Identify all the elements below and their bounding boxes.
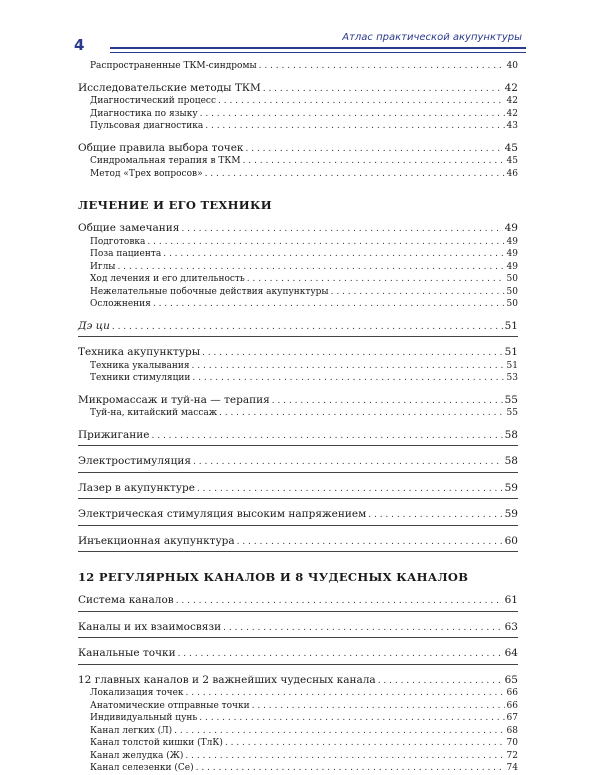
dot-leader xyxy=(252,700,505,713)
dot-leader xyxy=(272,395,503,408)
section-title-treatment: ЛЕЧЕНИЕ И ЕГО ТЕХНИКИ xyxy=(78,198,272,212)
entry-separator xyxy=(78,611,518,612)
toc-entry-label: Техника укалывания xyxy=(90,360,190,371)
dot-leader xyxy=(245,143,502,156)
toc-entry[interactable] xyxy=(78,346,518,360)
toc-entry-label: Общие правила выбора точек xyxy=(78,141,244,154)
dot-leader xyxy=(259,60,505,73)
toc-entry-page: 45 xyxy=(506,156,518,166)
dot-leader xyxy=(202,347,503,360)
toc-entry-label: Канал желудка (Ж) xyxy=(90,750,184,761)
toc-subentry[interactable] xyxy=(78,360,518,373)
toc-subentry[interactable] xyxy=(78,687,518,700)
dot-leader xyxy=(197,483,503,496)
toc-entry[interactable] xyxy=(78,429,518,443)
toc-entry[interactable] xyxy=(78,222,518,236)
dot-leader xyxy=(117,261,504,274)
toc-entry[interactable] xyxy=(78,82,518,96)
toc-entry-page: 55 xyxy=(506,408,518,418)
dot-leader xyxy=(205,168,505,181)
toc-entry[interactable] xyxy=(78,647,518,661)
dot-leader xyxy=(263,83,503,96)
toc-subentry[interactable] xyxy=(78,261,518,274)
dot-leader xyxy=(193,456,503,469)
toc-entry-label: Пульсовая диагностика xyxy=(90,121,204,131)
toc-entry-page: 60 xyxy=(504,534,518,547)
toc-entry[interactable] xyxy=(78,535,518,549)
toc-subentry[interactable] xyxy=(78,60,518,73)
toc-entry-label: Нежелательные побочные действия акупунктуры xyxy=(90,286,329,297)
dot-leader xyxy=(176,595,503,608)
toc-entry-label: Туй-на, китайский массаж xyxy=(90,408,218,418)
toc-entry-label: 12 главных каналов и 2 важнейших чудесных канала xyxy=(78,673,376,686)
toc-subentry[interactable] xyxy=(78,762,518,775)
toc-entry-page: 50 xyxy=(506,299,518,309)
dot-leader xyxy=(243,155,505,168)
dot-leader xyxy=(112,321,503,334)
toc-entry-page: 58 xyxy=(504,428,518,441)
dot-leader xyxy=(163,248,504,261)
entry-separator xyxy=(78,551,518,552)
toc-section-channels xyxy=(78,594,518,775)
toc-entry-page: 42 xyxy=(506,96,518,106)
toc-entry-label: Микромассаж и туй-на — терапия xyxy=(78,393,270,406)
toc-entry-label: Канал толстой кишки (ТлК) xyxy=(90,738,223,748)
entry-separator xyxy=(78,498,518,499)
toc-entry[interactable] xyxy=(78,320,518,334)
page-number: 4 xyxy=(74,36,85,54)
dot-leader xyxy=(174,725,504,738)
toc-entry-label: Синдромальная терапия в ТКМ xyxy=(90,156,241,166)
toc-entry-page: 72 xyxy=(506,750,518,761)
entry-separator xyxy=(78,664,518,665)
dot-leader xyxy=(181,223,502,236)
toc-entry-page: 43 xyxy=(506,121,518,131)
toc-entry[interactable] xyxy=(78,594,518,608)
toc-entry-page: 50 xyxy=(506,274,518,284)
toc-subentry[interactable] xyxy=(78,737,518,750)
dot-leader xyxy=(218,95,505,108)
entry-separator xyxy=(78,637,518,638)
dot-leader xyxy=(186,687,505,700)
toc-subentry[interactable] xyxy=(78,298,518,311)
toc-entry-label: Система каналов xyxy=(78,594,174,606)
toc-entry-page: 55 xyxy=(504,393,518,406)
toc-entry-label: Прижигание xyxy=(78,428,150,441)
toc-entry-page: 59 xyxy=(504,508,518,520)
dot-leader xyxy=(152,430,503,443)
toc-entry-page: 66 xyxy=(506,688,518,698)
toc-entry-page: 49 xyxy=(504,222,518,234)
toc-entry-page: 67 xyxy=(506,713,518,723)
toc-entry-page: 53 xyxy=(506,373,518,383)
toc-top-block xyxy=(78,60,518,180)
toc-entry-label: Исследовательские методы ТКМ xyxy=(78,81,261,94)
toc-entry[interactable] xyxy=(78,394,518,408)
toc-entry-page: 68 xyxy=(506,725,518,736)
toc-entry-label: Осложнения xyxy=(90,299,151,309)
toc-subentry[interactable] xyxy=(78,286,518,299)
toc-entry-label: Канал селезенки (Се) xyxy=(90,763,194,773)
toc-entry-page: 70 xyxy=(506,738,518,748)
dot-leader xyxy=(147,236,504,249)
toc-entry[interactable] xyxy=(78,674,518,688)
toc-entry-label: Электростимуляция xyxy=(78,455,192,467)
toc-subentry[interactable] xyxy=(78,725,518,738)
toc-entry[interactable] xyxy=(78,142,518,156)
toc-entry-label: Метод «Трех вопросов» xyxy=(90,168,203,179)
dot-leader xyxy=(225,737,505,750)
toc-entry-label: Диагностика по языку xyxy=(90,108,198,119)
entry-separator xyxy=(78,472,518,473)
toc-entry-label: Ход лечения и его длительность xyxy=(90,274,245,284)
toc-entry-page: 49 xyxy=(506,249,518,259)
toc-subentry[interactable] xyxy=(78,95,518,108)
toc-entry-label: Техника акупунктуры xyxy=(78,346,201,358)
dot-leader xyxy=(219,407,505,420)
toc-entry-label: Иглы xyxy=(90,261,116,272)
running-title: Атлас практической акупунктуры xyxy=(342,32,522,43)
toc-section-treatment xyxy=(78,222,518,552)
dot-leader xyxy=(196,762,505,775)
toc-entry-page: 59 xyxy=(504,481,518,494)
toc-entry[interactable] xyxy=(78,621,518,635)
toc-subentry[interactable] xyxy=(78,108,518,121)
dot-leader xyxy=(192,372,504,385)
dot-leader xyxy=(200,108,505,121)
toc-entry-page: 65 xyxy=(504,673,518,686)
toc-subentry[interactable] xyxy=(78,712,518,725)
dot-leader xyxy=(247,273,505,286)
table-of-contents xyxy=(78,60,518,775)
dot-leader xyxy=(178,648,503,661)
toc-entry-label: Подготовка xyxy=(90,236,146,247)
toc-entry-page: 42 xyxy=(504,81,518,94)
toc-entry-page: 45 xyxy=(504,141,518,154)
toc-entry-label: Анатомические отправные точки xyxy=(90,700,250,711)
toc-subentry[interactable] xyxy=(78,236,518,249)
header-rule-thin xyxy=(110,52,526,53)
toc-entry-page: 50 xyxy=(506,286,518,297)
toc-entry-label: Каналы и их взаимосвязи xyxy=(78,620,222,633)
toc-entry-page: 64 xyxy=(504,647,518,659)
toc-subentry[interactable] xyxy=(78,372,518,385)
toc-entry[interactable] xyxy=(78,482,518,496)
toc-entry-label: Техники стимуляции xyxy=(90,373,191,383)
toc-entry[interactable] xyxy=(78,455,518,469)
toc-subentry[interactable] xyxy=(78,407,518,420)
toc-entry-label: Распространенные ТКМ-синдромы xyxy=(90,61,257,71)
toc-entry-label: Локализация точек xyxy=(90,688,184,698)
toc-subentry[interactable] xyxy=(78,248,518,261)
toc-entry-label: Лазер в акупунктуре xyxy=(78,481,195,494)
toc-entry-label: Индивидуальный цунь xyxy=(90,713,198,723)
dot-leader xyxy=(199,712,504,725)
toc-entry-page: 66 xyxy=(506,700,518,711)
toc-entry-label: Электрическая стимуляция высоким напряжением xyxy=(78,508,367,520)
toc-entry-page: 58 xyxy=(504,455,518,467)
dot-leader xyxy=(205,120,504,133)
toc-entry-label: Инъекционная акупунктура xyxy=(78,534,235,547)
entry-separator xyxy=(78,336,518,337)
dot-leader xyxy=(153,298,505,311)
entry-separator xyxy=(78,445,518,446)
toc-entry-page: 49 xyxy=(506,236,518,247)
toc-entry-page: 46 xyxy=(506,168,518,179)
toc-entry-label: Канал легких (Л) xyxy=(90,725,173,736)
dot-leader xyxy=(368,509,502,522)
toc-subentry[interactable] xyxy=(78,273,518,286)
toc-subentry[interactable] xyxy=(78,700,518,713)
toc-entry-page: 40 xyxy=(506,61,518,71)
toc-entry-label: Дэ ци xyxy=(78,319,110,332)
dot-leader xyxy=(331,286,505,299)
section-title-channels: 12 РЕГУЛЯРНЫХ КАНАЛОВ И 8 ЧУДЕСНЫХ КАНАЛОВ xyxy=(78,570,469,584)
toc-entry-page: 51 xyxy=(504,346,518,358)
dot-leader xyxy=(237,536,503,549)
toc-entry-label: Общие замечания xyxy=(78,222,180,234)
dot-leader xyxy=(192,360,505,373)
toc-subentry[interactable] xyxy=(78,155,518,168)
dot-leader xyxy=(378,675,503,688)
toc-entry-page: 63 xyxy=(504,620,518,633)
entry-separator xyxy=(78,525,518,526)
dot-leader xyxy=(185,750,504,763)
toc-subentry[interactable] xyxy=(78,168,518,181)
toc-entry-page: 49 xyxy=(506,261,518,272)
dot-leader xyxy=(223,622,502,635)
toc-entry-page: 51 xyxy=(506,360,518,371)
toc-entry-page: 74 xyxy=(506,763,518,773)
toc-entry-label: Поза пациента xyxy=(90,249,162,259)
toc-entry[interactable] xyxy=(78,508,518,522)
toc-entry-label: Канальные точки xyxy=(78,647,176,659)
toc-entry-page: 61 xyxy=(504,594,518,606)
toc-entry-page: 51 xyxy=(504,319,518,332)
toc-entry-label: Диагностический процесс xyxy=(90,96,217,106)
toc-subentry[interactable] xyxy=(78,750,518,763)
toc-entry-page: 42 xyxy=(506,108,518,119)
toc-subentry[interactable] xyxy=(78,120,518,133)
header-rule xyxy=(110,47,526,49)
